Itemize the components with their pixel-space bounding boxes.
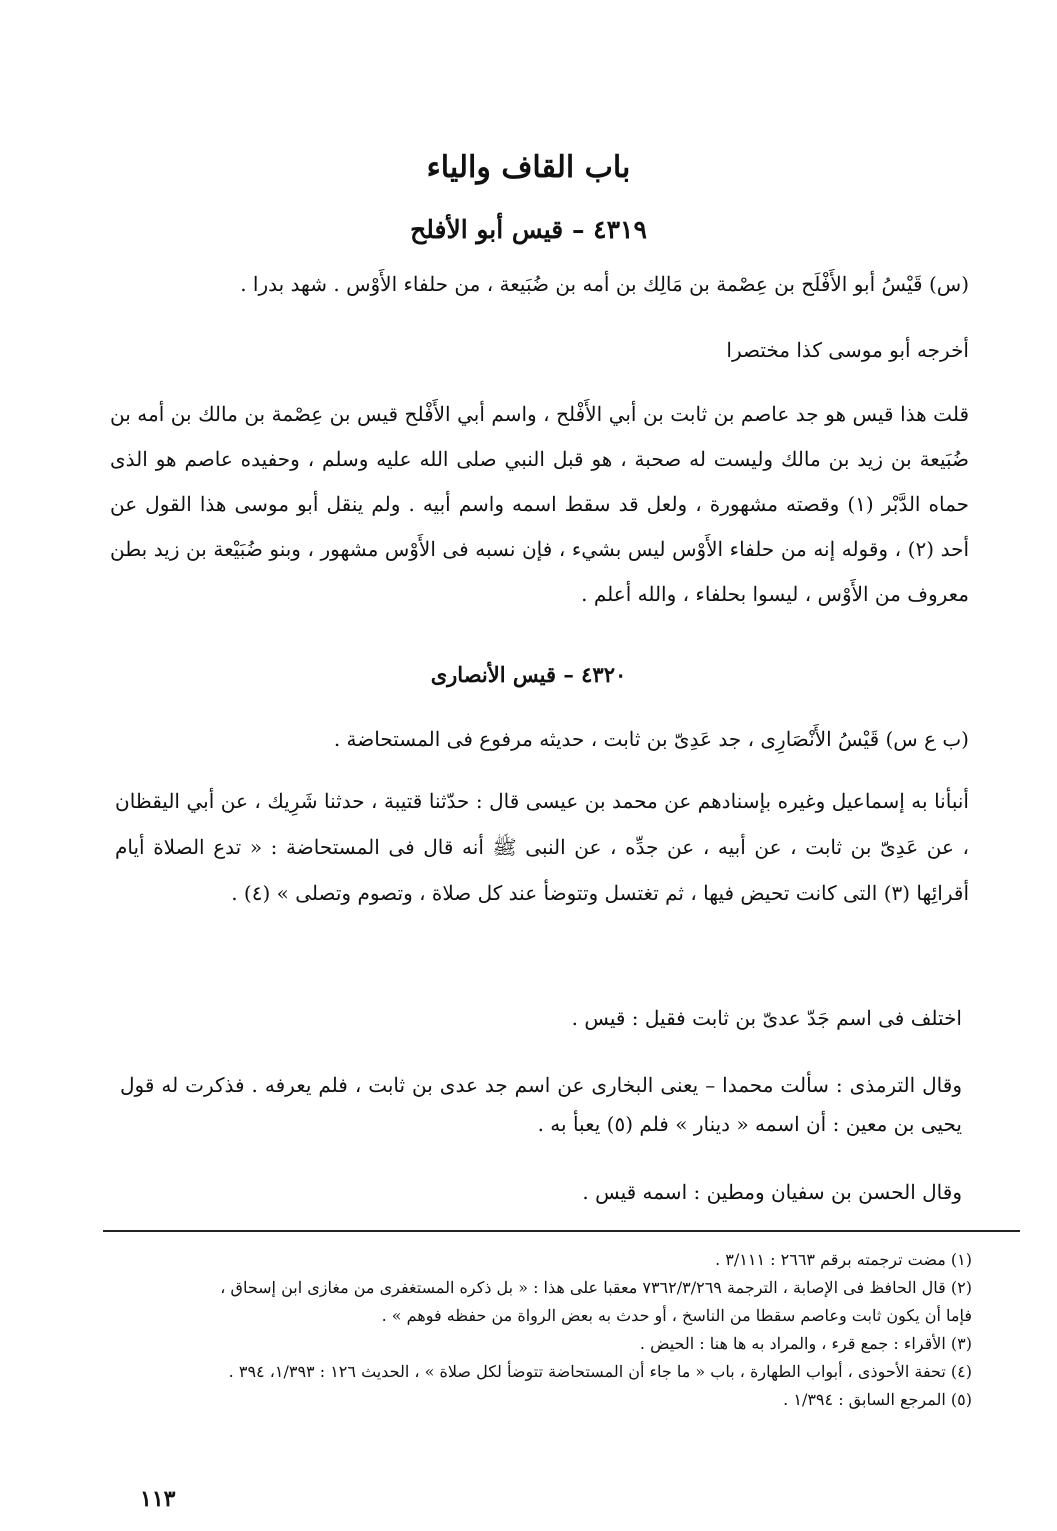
footnote-2: (٢) قال الحافظ فى الإصابة ، الترجمة ٧٣٦٢/٣/٢٦٩ معقبا على هذا : « بل ذكره المستغفرى من مغازى ابن إسحاق ، <box>220 1278 972 1297</box>
entry-paragraph: قلت هذا قيس هو جد عاصم بن ثابت بن أبي الأَفْلح ، واسم أبي الأَفْلح قيس بن عِصْمة بن مالك بن أمه بن ضُبَيعة بن زيد بن مالك وليست له صحبة ، هو قبل النبي صلى الله عليه وسلم ، وحفيده عاصم هو الذى حماه الدَّبْر (١) وقصته مشهورة ، ولعل قد سقط اسمه واسم أبيه . ولم ينقل أبو موسى هذا القول عن أحد (٢) ، وقوله إنه من حلفاء الأَوْس ليس بشيء ، فإن نسبه فى الأَوْس مشهور ، وبنو ضُبَيْعة بن زيد بطن معروف من الأَوْس ، ليسوا بحلفاء ، والله أعلم . <box>110 402 969 606</box>
entry-heading-4320: ٤٣٢٠ – قيس الأنصارى <box>430 662 627 687</box>
footnote-divider <box>103 1230 1020 1232</box>
entry-paragraph: وقال الحسن بن سفيان ومطين : اسمه قيس . <box>582 1180 962 1204</box>
footnotes <box>120 1246 972 1414</box>
chapter-title: باب القاف والياء <box>426 150 631 185</box>
footnote-5: (٥) المرجع السابق : ١/٣٩٤ . <box>783 1390 972 1409</box>
footnote-2-continued: فإما أن يكون ثابت وعاصم سقطا من الناسخ ، أو حدث به بعض الرواة من حفظه فوهم » . <box>381 1306 972 1325</box>
entry-heading-4319: ٤٣١٩ – قيس أبو الأفلح <box>410 215 647 244</box>
entry-paragraph: أنبأنا به إسماعيل وغيره بإسنادهم عن محمد بن عيسى قال : حدّثنا قتيبة ، حدثنا شَرِيك ، عن أبي اليقظان ، عن عَدِىّ بن ثابت ، عن أبيه ، عن جدِّه ، عن النبى ﷺ أنه قال فى المستحاضة : « تدع الصلاة أيام أقرائِها (٣) التى كانت تحيض فيها ، ثم تغتسل وتتوضأ عند كل صلاة ، وتصوم وتصلى » (٤) . <box>115 789 969 905</box>
footnote-4: (٤) تحفة الأحوذى ، أبواب الطهارة ، باب « ما جاء أن المستحاضة تتوضأ لكل صلاة » ، الحديث ١٢٦ : ١/٣٩٣، ٣٩٤ . <box>228 1362 972 1381</box>
page-number: ١١٣ <box>140 1486 176 1512</box>
entry-paragraph: اختلف فى اسم جَدّ عدىّ بن ثابت فقيل : قيس . <box>571 1006 962 1030</box>
entry-paragraph: (س) قَيْسُ أبو الأَفْلَح بن عِصْمة بن مَالِك بن أمه بن ضُبَيعة ، من حلفاء الأَوْس . شهد بدرا . <box>240 272 969 296</box>
footnote-3: (٣) الأقراء : جمع قرء ، والمراد به ها هنا : الحيض . <box>639 1334 972 1353</box>
footnote-1: (١) مضت ترجمته برقم ٢٦٦٣ : ٣/١١١ . <box>715 1250 972 1269</box>
entry-paragraph: أخرجه أبو موسى كذا مختصرا <box>726 338 969 362</box>
entry-paragraph: وقال الترمذى : سألت محمدا – يعنى البخارى عن اسم جد عدى بن ثابت ، فلم يعرفه . فذكرت له قول يحيى بن معين : أن اسمه « دينار » فلم (٥) يعبأ به . <box>120 1073 962 1136</box>
entry-paragraph: (ب ع س) قَيْسُ الأَنْصَارِى ، جد عَدِىّ بن ثابت ، حديثه مرفوع فى المستحاضة . <box>333 727 969 751</box>
